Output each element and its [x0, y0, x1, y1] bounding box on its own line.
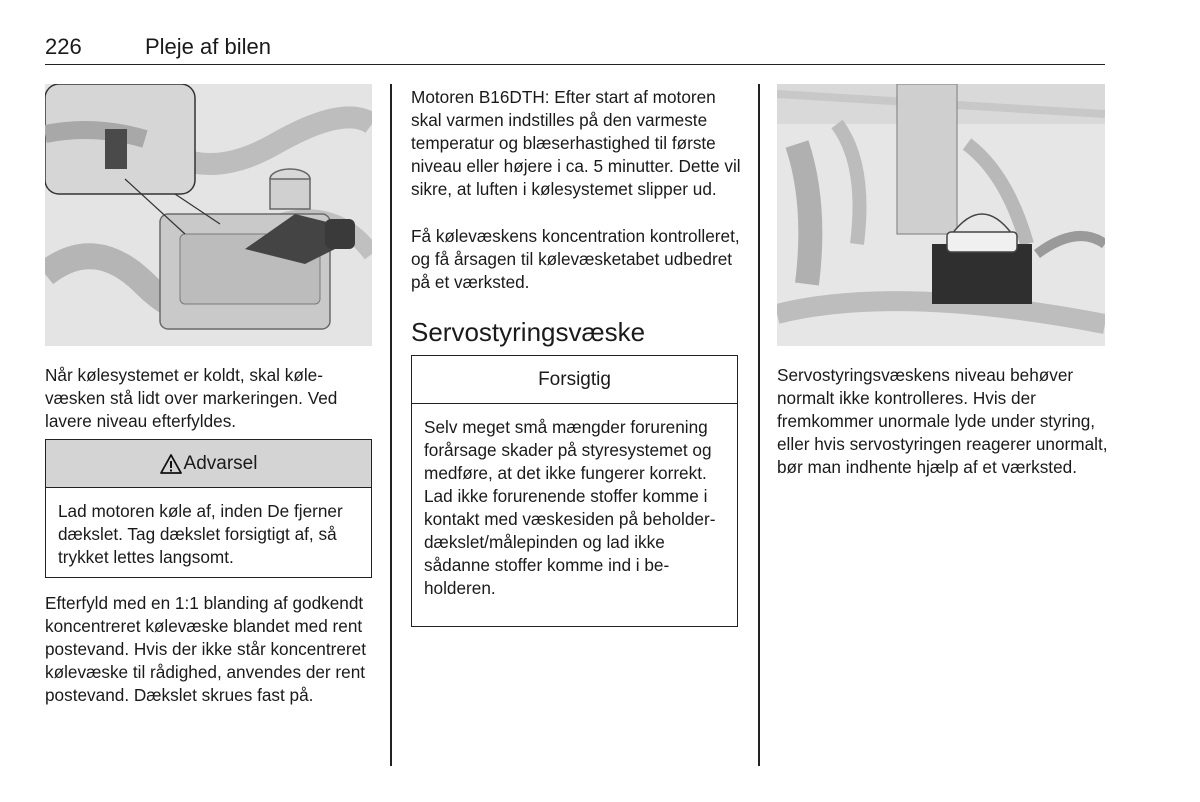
warning-header	[46, 440, 371, 488]
caution-header	[412, 356, 737, 404]
power-steering-paragraph: Servostyringsvæskens niveau behøver normalt ikke kontrolleres. Hvis der fremkommer unormale lyde under styring, eller hvis servostyringen reagerer unormalt, bør man indhente hjælp af et værksted.	[777, 365, 1108, 477]
section-title: Pleje af bilen	[145, 34, 271, 59]
warning-label: Advarsel	[183, 452, 258, 474]
column-divider	[758, 84, 760, 766]
coolant-level-paragraph: Når kølesystemet er koldt, skal kølevæsken stå lidt over markeringen. Ved lavere niveau efterfyldes.	[45, 365, 338, 431]
engine-paragraph: Motoren B16DTH: Efter start af motoren skal varmen indstilles på den varmeste temperatur og blæserhastighed til første niveau eller højere i ca. 5 minutter. Dette vil sikre, at luften i kølesystemet slipper ud.	[411, 87, 741, 199]
warning-triangle-icon	[160, 454, 182, 474]
power-steering-reservoir-figure	[777, 84, 1105, 346]
warning-text: Lad motoren køle af, inden De fjerner dækslet. Tag dækslet forsigtigt af, så trykket lettes langsomt.	[58, 501, 343, 567]
warning-box	[45, 439, 372, 578]
coolant-reservoir-figure	[45, 84, 372, 346]
column-divider	[390, 84, 392, 766]
page-number: 226	[45, 34, 82, 59]
caution-label: Forsigtig	[538, 368, 611, 390]
page-header	[45, 32, 1105, 65]
concentration-paragraph: Få kølevæskens koncentration kontrolleret, og få årsagen til kølevæsketabet udbedret på et værksted.	[411, 226, 740, 292]
refill-paragraph: Efterfyld med en 1:1 blanding af godkendt koncentreret kølevæske blandet med rent postevand. Hvis der ikke står koncentreret kølevæske til rådighed, anvendes der rent postevand. Dækslet skrues fast på.	[45, 593, 366, 705]
caution-text: Selv meget små mængder forurening forårsage skader på styresystemet og medføre, at det ikke fungerer korrekt. Lad ikke forurenende stoffer komme i kontakt med væskesiden på beholderdækslet/målepinden og lad ikke sådanne stoffer komme ind i beholderen.	[424, 417, 716, 598]
power-steering-heading: Servostyringsvæske	[411, 317, 646, 347]
caution-box	[411, 355, 738, 627]
